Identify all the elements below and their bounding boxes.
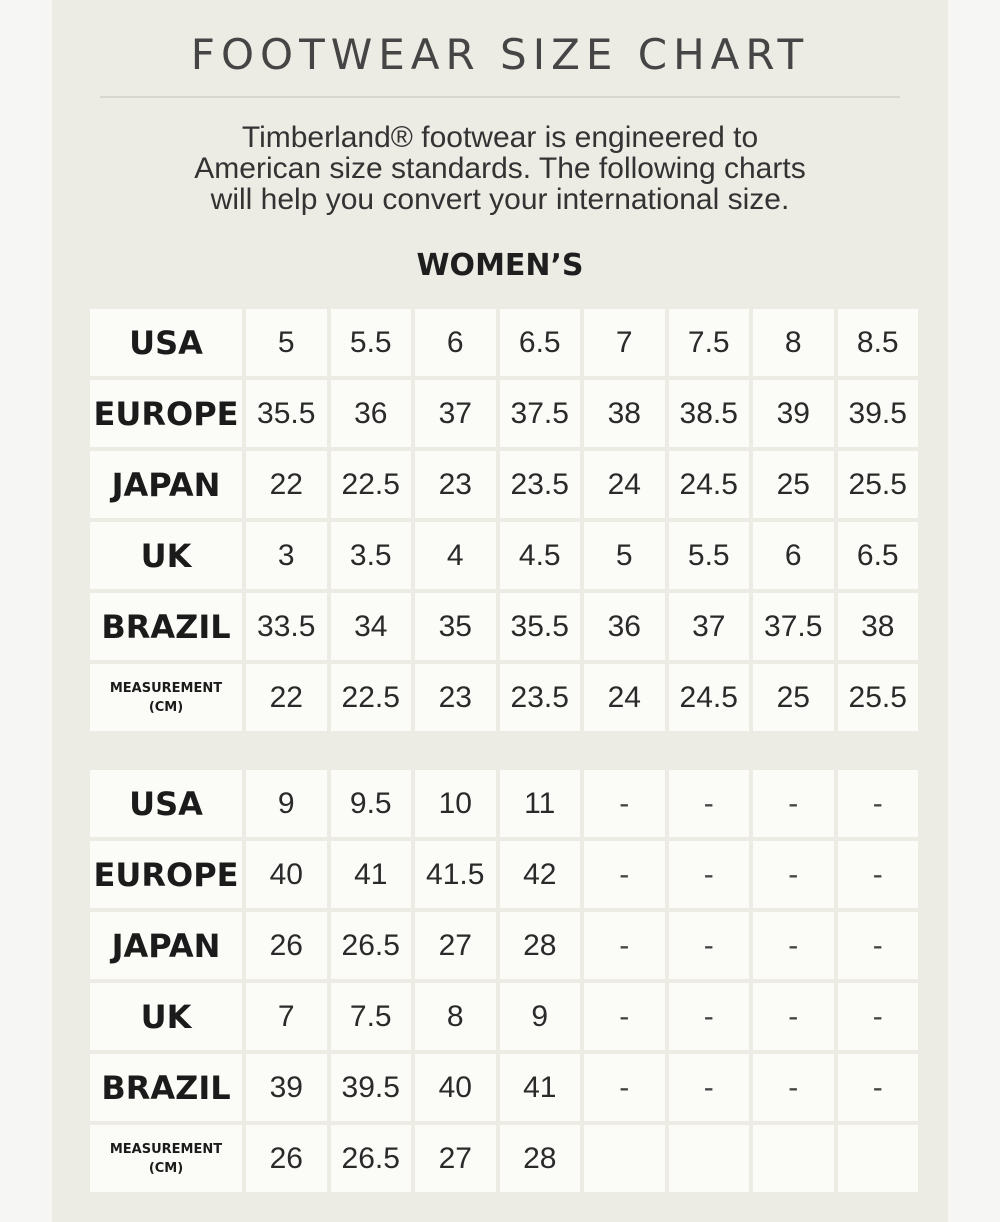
section-title-womens: WOMEN’S: [416, 248, 584, 283]
size-cell: 22.5: [331, 451, 412, 518]
size-cell: 41: [500, 1054, 581, 1121]
size-cell: 3.5: [331, 522, 412, 589]
row-label: JAPAN: [90, 912, 242, 979]
size-cell: -: [584, 1054, 665, 1121]
size-cell: 24: [584, 664, 665, 731]
size-cell: 39: [246, 1054, 327, 1121]
size-cell: 22: [246, 664, 327, 731]
intro-line-1: Timberland® footwear is engineered to: [241, 121, 759, 154]
size-cell: 40: [246, 841, 327, 908]
row-label-line: MEASUREMENT: [109, 680, 223, 696]
size-cell: 39.5: [838, 380, 919, 447]
size-cell: 37: [415, 380, 496, 447]
size-cell: 10: [415, 770, 496, 837]
size-row: [90, 522, 918, 589]
size-cell: 6.5: [500, 309, 581, 376]
size-cell: 36: [584, 593, 665, 660]
size-cell: 39.5: [331, 1054, 412, 1121]
size-row: [90, 593, 918, 660]
size-cell: 38: [838, 593, 919, 660]
size-cell: 5.5: [669, 522, 750, 589]
size-cell: 7.5: [331, 983, 412, 1050]
row-label: UK: [90, 522, 242, 589]
row-label-unit: (CM): [148, 1160, 184, 1176]
size-cell: -: [584, 841, 665, 908]
size-cell: 5: [246, 309, 327, 376]
size-cell: 24.5: [669, 664, 750, 731]
size-cell: 42: [500, 841, 581, 908]
size-cell: 33.5: [246, 593, 327, 660]
size-cell: -: [753, 841, 834, 908]
size-cell: [838, 1125, 919, 1192]
size-cell: 27: [415, 1125, 496, 1192]
size-cell: -: [584, 983, 665, 1050]
size-cell: 4: [415, 522, 496, 589]
size-cell: 39: [753, 380, 834, 447]
size-cell: 35: [415, 593, 496, 660]
size-cell: 25.5: [838, 451, 919, 518]
size-cell: 8: [415, 983, 496, 1050]
size-cell: 6: [415, 309, 496, 376]
size-row: [90, 770, 918, 837]
row-label: [90, 1125, 242, 1192]
size-cell: 41.5: [415, 841, 496, 908]
page-title: FOOTWEAR SIZE CHART: [190, 30, 810, 79]
row-label: EUROPE: [90, 841, 242, 908]
intro-text: [130, 122, 870, 215]
row-label-unit: (CM): [148, 699, 184, 715]
size-cell: 38.5: [669, 380, 750, 447]
size-cell: -: [669, 1054, 750, 1121]
size-cell: 23.5: [500, 664, 581, 731]
size-cell: 26.5: [331, 1125, 412, 1192]
size-cell: 28: [500, 912, 581, 979]
size-cell: 9: [500, 983, 581, 1050]
size-row: [90, 1125, 918, 1192]
size-cell: 3: [246, 522, 327, 589]
size-cell: 22: [246, 451, 327, 518]
size-cell: -: [669, 770, 750, 837]
size-cell: 26: [246, 1125, 327, 1192]
size-cell: 9.5: [331, 770, 412, 837]
size-cell: 11: [500, 770, 581, 837]
size-cell: -: [838, 912, 919, 979]
size-cell: 34: [331, 593, 412, 660]
row-label: JAPAN: [90, 451, 242, 518]
size-cell: 8.5: [838, 309, 919, 376]
title-divider: [100, 96, 900, 98]
size-cell: -: [669, 912, 750, 979]
size-cell: 9: [246, 770, 327, 837]
size-cell: -: [753, 1054, 834, 1121]
size-cell: 28: [500, 1125, 581, 1192]
size-cell: 40: [415, 1054, 496, 1121]
size-cell: 7: [246, 983, 327, 1050]
size-cell: [669, 1125, 750, 1192]
size-cell: -: [753, 770, 834, 837]
size-cell: 7: [584, 309, 665, 376]
size-cell: 25.5: [838, 664, 919, 731]
size-cell: 8: [753, 309, 834, 376]
size-cell: 36: [331, 380, 412, 447]
size-cell: 23.5: [500, 451, 581, 518]
row-label: USA: [90, 309, 242, 376]
size-cell: [753, 1125, 834, 1192]
size-cell: -: [753, 983, 834, 1050]
row-label-line: MEASUREMENT: [109, 1141, 223, 1157]
size-cell: 6.5: [838, 522, 919, 589]
size-cell: 24.5: [669, 451, 750, 518]
size-cell: -: [669, 841, 750, 908]
size-cell: -: [838, 841, 919, 908]
size-row: [90, 983, 918, 1050]
intro-line-2: American size standards. The following charts: [194, 152, 806, 185]
size-cell: -: [838, 1054, 919, 1121]
size-cell: 38: [584, 380, 665, 447]
size-row: [90, 841, 918, 908]
intro-line-3: will help you convert your international size.: [210, 183, 790, 216]
row-label: UK: [90, 983, 242, 1050]
size-cell: -: [584, 770, 665, 837]
size-cell: 26: [246, 912, 327, 979]
row-label: BRAZIL: [90, 1054, 242, 1121]
row-label: USA: [90, 770, 242, 837]
size-cell: [584, 1125, 665, 1192]
size-cell: 24: [584, 451, 665, 518]
size-cell: 37: [669, 593, 750, 660]
size-cell: 25: [753, 664, 834, 731]
size-cell: 22.5: [331, 664, 412, 731]
size-cell: -: [584, 912, 665, 979]
size-cell: 6: [753, 522, 834, 589]
row-label: [90, 664, 242, 731]
size-cell: 4.5: [500, 522, 581, 589]
size-cell: 26.5: [331, 912, 412, 979]
size-cell: 37.5: [753, 593, 834, 660]
size-cell: 23: [415, 451, 496, 518]
size-row: [90, 912, 918, 979]
size-row: [90, 1054, 918, 1121]
size-cell: -: [838, 770, 919, 837]
size-cell: 5.5: [331, 309, 412, 376]
size-row: [90, 451, 918, 518]
size-row: [90, 380, 918, 447]
size-row: [90, 309, 918, 376]
size-cell: 41: [331, 841, 412, 908]
size-cell: -: [838, 983, 919, 1050]
size-cell: 37.5: [500, 380, 581, 447]
size-table-1: [86, 305, 922, 735]
size-cell: 5: [584, 522, 665, 589]
size-cell: 7.5: [669, 309, 750, 376]
size-cell: 23: [415, 664, 496, 731]
row-label: BRAZIL: [90, 593, 242, 660]
size-table-2: [86, 766, 922, 1196]
size-cell: -: [669, 983, 750, 1050]
size-row: [90, 664, 918, 731]
size-cell: -: [753, 912, 834, 979]
size-cell: 27: [415, 912, 496, 979]
size-cell: 25: [753, 451, 834, 518]
size-cell: 35.5: [246, 380, 327, 447]
size-cell: 35.5: [500, 593, 581, 660]
row-label: EUROPE: [90, 380, 242, 447]
